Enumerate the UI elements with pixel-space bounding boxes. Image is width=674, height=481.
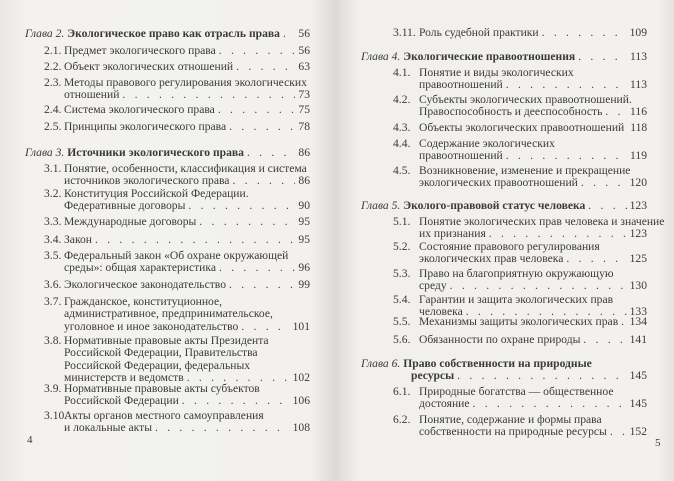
dot-leader bbox=[610, 426, 627, 438]
toc-chapter bbox=[361, 358, 647, 383]
toc-title: Нормативные правовые акты субъектов bbox=[64, 382, 260, 395]
toc-title: источников экологического права bbox=[64, 174, 230, 188]
toc-page-number: 113 bbox=[630, 50, 647, 63]
toc-page-number: 125 bbox=[629, 252, 647, 266]
section-number: 5.4. bbox=[393, 293, 411, 306]
dot-leader bbox=[122, 89, 295, 101]
dot-leader bbox=[450, 280, 627, 292]
page-number: 5 bbox=[655, 437, 661, 449]
toc-page-number: 75 bbox=[298, 103, 310, 116]
toc-title: Источники экологического права bbox=[67, 146, 244, 159]
toc-line bbox=[393, 79, 647, 91]
section-number: 4.2. bbox=[393, 93, 411, 106]
toc-line bbox=[393, 316, 647, 328]
toc-title: Эколого-правовой статус человека bbox=[403, 199, 586, 212]
toc-title: Конституция Российской Федерации. bbox=[64, 187, 249, 200]
chapter-label: Глава 5. bbox=[361, 199, 401, 212]
toc-section bbox=[393, 268, 647, 293]
toc-page-number: 141 bbox=[629, 333, 647, 346]
toc-line bbox=[44, 308, 310, 320]
dot-leader bbox=[542, 27, 627, 39]
section-number: 5.5. bbox=[393, 315, 411, 328]
toc-section bbox=[44, 234, 310, 246]
chapter-label: Глава 3. bbox=[25, 146, 65, 159]
toc-title: Экологическое право как отрасль права bbox=[67, 27, 280, 40]
toc-page-number: 86 bbox=[298, 146, 310, 159]
toc-page-number: 90 bbox=[298, 199, 310, 213]
toc-line bbox=[393, 177, 647, 189]
toc-line bbox=[393, 27, 647, 39]
chapter-label: Глава 2. bbox=[25, 27, 65, 40]
toc-title: Экологическое законодательство bbox=[64, 278, 226, 291]
dot-leader bbox=[581, 177, 627, 189]
section-number: 3.11. bbox=[393, 26, 416, 39]
toc-section bbox=[44, 61, 310, 73]
dot-leader bbox=[188, 200, 295, 212]
toc-section bbox=[393, 27, 647, 39]
toc-page-number: 134 bbox=[629, 315, 647, 328]
toc-line bbox=[44, 61, 310, 73]
toc-line bbox=[393, 253, 647, 265]
toc-title: министерств и ведомств bbox=[64, 370, 184, 384]
section-number: 4.1. bbox=[393, 66, 411, 79]
toc-line bbox=[44, 104, 310, 116]
section-number: 5.1. bbox=[393, 215, 411, 228]
dot-leader bbox=[219, 262, 295, 274]
toc-line bbox=[44, 175, 310, 187]
toc-title: собственности на природные ресурсы bbox=[419, 425, 607, 439]
dot-leader bbox=[621, 316, 626, 328]
section-number: 3.8. bbox=[44, 334, 62, 347]
toc-title: правоотношений bbox=[419, 149, 503, 163]
section-number: 3.3. bbox=[44, 215, 62, 228]
toc-title: Федеральный закон «Об охране окружающей bbox=[64, 249, 289, 262]
right-page bbox=[337, 0, 674, 481]
dot-leader bbox=[473, 398, 627, 410]
toc-title: их признания bbox=[419, 227, 486, 241]
toc-page-number: 95 bbox=[298, 215, 310, 228]
toc-page-number: 106 bbox=[292, 394, 310, 408]
toc-section bbox=[44, 188, 310, 213]
section-number: 3.2. bbox=[44, 187, 62, 200]
toc-line bbox=[361, 51, 647, 63]
toc-title: среды»: общая характеристика bbox=[64, 261, 216, 275]
chapter-label: Глава 6. bbox=[361, 357, 401, 370]
toc-page-number: 123 bbox=[629, 199, 647, 212]
toc-section bbox=[393, 138, 647, 163]
toc-line bbox=[393, 426, 647, 438]
toc-page-number: 130 bbox=[629, 279, 647, 293]
toc-section bbox=[393, 316, 647, 328]
toc-line bbox=[393, 398, 647, 410]
toc-title: Правоспособность и дееспособность bbox=[419, 105, 603, 119]
dot-leader bbox=[229, 279, 295, 291]
toc-title: ресурсы bbox=[411, 369, 455, 383]
toc-line bbox=[361, 370, 647, 382]
toc-section bbox=[44, 45, 310, 57]
dot-leader bbox=[219, 45, 296, 57]
dot-leader bbox=[155, 422, 290, 434]
toc-line bbox=[393, 228, 647, 240]
toc-section bbox=[44, 279, 310, 291]
toc-page-number: 56 bbox=[298, 27, 310, 40]
toc-title: уголовное и иное законодательство bbox=[64, 319, 239, 333]
toc-page-number: 73 bbox=[298, 88, 310, 102]
toc-page-number: 56 bbox=[298, 44, 310, 57]
toc-page-number: 109 bbox=[629, 26, 647, 39]
toc-title: правоотношений bbox=[419, 78, 503, 92]
toc-title: Механизмы защиты экологических прав bbox=[419, 315, 619, 328]
toc-title: Возникновение, изменение и прекращение bbox=[419, 164, 631, 177]
dot-leader bbox=[588, 200, 626, 212]
toc-title: Федеративные договоры bbox=[64, 199, 186, 213]
toc-page-number: 118 bbox=[630, 121, 648, 134]
toc-title: Экологические правоотношения bbox=[403, 50, 576, 63]
toc-line bbox=[393, 334, 647, 346]
toc-line bbox=[44, 395, 310, 407]
toc-chapter bbox=[361, 200, 647, 212]
toc-title: Право на благоприятную окружающую bbox=[419, 267, 614, 280]
section-number: 2.4. bbox=[44, 103, 62, 116]
toc-title: экологических прав человека bbox=[419, 252, 564, 266]
toc-line bbox=[361, 358, 647, 370]
toc-title: человека bbox=[419, 305, 463, 319]
toc-title: Российской Федерации bbox=[64, 394, 179, 408]
dot-leader bbox=[506, 79, 627, 91]
dot-leader bbox=[182, 395, 290, 407]
toc-line bbox=[25, 28, 310, 40]
toc-line bbox=[393, 106, 647, 118]
toc-section bbox=[393, 334, 647, 346]
toc-title: достояние bbox=[419, 397, 470, 411]
toc-page-number: 116 bbox=[630, 105, 647, 119]
dot-leader bbox=[232, 175, 295, 187]
toc-section bbox=[44, 335, 310, 384]
section-number: 5.2. bbox=[393, 240, 411, 253]
toc-line bbox=[44, 422, 310, 434]
toc-page-number: 120 bbox=[629, 176, 647, 190]
toc-page-number: 101 bbox=[292, 319, 310, 333]
toc-title: Предмет экологического права bbox=[64, 44, 216, 57]
dot-leader bbox=[578, 51, 627, 63]
toc-title: Понятие, содержание и формы права bbox=[419, 413, 602, 426]
dot-leader bbox=[566, 253, 626, 265]
toc-section bbox=[44, 250, 310, 275]
toc-section bbox=[393, 414, 647, 439]
page-number: 4 bbox=[27, 434, 33, 446]
toc-title: Состояние правового регулирования bbox=[419, 240, 600, 253]
toc-page-number: 102 bbox=[292, 370, 310, 384]
chapter-label: Глава 4. bbox=[361, 50, 401, 63]
dot-leader bbox=[489, 228, 627, 240]
toc-page-number: 123 bbox=[629, 227, 647, 241]
toc-page-number: 113 bbox=[630, 78, 647, 92]
toc-title: Объекты экологических правоотношений bbox=[419, 121, 625, 134]
toc-section bbox=[44, 77, 310, 102]
toc-page-number: 152 bbox=[629, 425, 647, 439]
section-number: 3.1. bbox=[44, 162, 62, 175]
toc-title: Гражданское, конституционное, bbox=[64, 295, 223, 308]
toc-section bbox=[393, 165, 647, 190]
toc-section bbox=[44, 163, 310, 188]
toc-page-number: 145 bbox=[629, 397, 647, 411]
dot-leader bbox=[241, 321, 289, 333]
toc-title: Международные договоры bbox=[64, 215, 197, 228]
section-number: 5.6. bbox=[393, 333, 411, 346]
toc-title: Объект экологических отношений bbox=[64, 60, 234, 73]
toc-page-number: 108 bbox=[292, 421, 310, 435]
toc-section bbox=[393, 215, 665, 241]
toc-section bbox=[393, 67, 647, 92]
section-number: 3.5. bbox=[44, 249, 62, 262]
toc-line bbox=[44, 121, 310, 133]
dot-leader bbox=[283, 28, 295, 40]
dot-leader bbox=[583, 334, 626, 346]
section-number: 2.1. bbox=[44, 44, 62, 57]
toc-chapter bbox=[25, 28, 310, 40]
section-number: 6.1. bbox=[393, 385, 411, 398]
toc-line bbox=[44, 234, 310, 246]
dot-leader bbox=[605, 106, 627, 118]
dot-leader bbox=[95, 234, 295, 246]
toc-section bbox=[44, 296, 310, 333]
section-number: 4.4. bbox=[393, 137, 411, 150]
toc-page-number: 99 bbox=[298, 278, 310, 291]
toc-chapter bbox=[361, 51, 647, 63]
dot-leader bbox=[229, 121, 295, 133]
toc-line bbox=[361, 200, 647, 212]
toc-title: Методы правового регулирования экологических bbox=[64, 76, 307, 89]
toc-line bbox=[393, 150, 647, 162]
toc-line bbox=[44, 262, 310, 274]
section-number: 5.3. bbox=[393, 267, 411, 280]
toc-page-number: 78 bbox=[298, 120, 310, 133]
toc-title: Гарантии и защита экологических прав bbox=[419, 293, 614, 306]
toc-title: Понятие и виды экологических bbox=[419, 66, 574, 79]
toc-section bbox=[393, 94, 647, 119]
dot-leader bbox=[218, 104, 296, 116]
toc-title: Природные богатства — общественное bbox=[419, 385, 614, 398]
toc-line bbox=[44, 279, 310, 291]
toc-section bbox=[393, 241, 647, 266]
toc-section bbox=[393, 122, 647, 134]
toc-title: Содержание экологических bbox=[419, 137, 555, 150]
toc-line bbox=[44, 321, 310, 333]
section-number: 3.10. bbox=[44, 409, 68, 422]
toc-title: Принципы экологического права bbox=[64, 120, 227, 133]
section-number: 2.5. bbox=[44, 120, 62, 133]
toc-section bbox=[393, 386, 647, 411]
section-number: 3.4. bbox=[44, 233, 62, 246]
dot-leader bbox=[506, 150, 627, 162]
toc-line bbox=[393, 280, 647, 292]
toc-page-number: 86 bbox=[298, 174, 310, 188]
toc-title: Российской Федерации, федеральных bbox=[64, 358, 251, 372]
toc-title: и локальные акты bbox=[64, 421, 152, 435]
toc-page-number: 145 bbox=[629, 369, 647, 383]
toc-section bbox=[44, 410, 310, 435]
section-number: 4.3. bbox=[393, 121, 411, 134]
toc-chapter bbox=[25, 147, 310, 159]
toc-title: отношений bbox=[64, 88, 120, 102]
toc-title: Нормативные правовые акты Президента bbox=[64, 334, 269, 347]
dot-leader bbox=[236, 61, 295, 73]
toc-page-number: 63 bbox=[298, 60, 310, 73]
section-number: 3.6. bbox=[44, 278, 62, 291]
toc-title: экологических правоотношений bbox=[419, 176, 578, 190]
toc-title: Система экологического права bbox=[64, 103, 215, 116]
toc-line bbox=[393, 122, 647, 134]
toc-section bbox=[44, 383, 310, 408]
section-number: 2.2. bbox=[44, 60, 62, 73]
section-number: 2.3. bbox=[44, 76, 62, 89]
toc-line bbox=[44, 200, 310, 212]
toc-title: Субъекты экологических правоотношений. bbox=[419, 93, 632, 106]
toc-title: Акты органов местного самоуправления bbox=[64, 409, 264, 422]
dot-leader bbox=[199, 216, 295, 228]
toc-line bbox=[44, 89, 310, 101]
section-number: 6.2. bbox=[393, 413, 411, 426]
dot-leader bbox=[457, 370, 626, 382]
toc-title: Роль судебной практики bbox=[419, 26, 539, 39]
toc-page-number: 95 bbox=[298, 233, 310, 246]
toc-section bbox=[44, 216, 310, 228]
toc-title: Российской Федерации, Правительства bbox=[64, 346, 258, 360]
toc-section bbox=[44, 104, 310, 116]
toc-title: Закон bbox=[64, 233, 92, 246]
section-number: 4.5. bbox=[393, 164, 411, 177]
toc-title: Обязанности по охране природы bbox=[419, 333, 581, 346]
toc-line bbox=[44, 216, 310, 228]
dot-leader bbox=[247, 147, 295, 159]
toc-page-number: 133 bbox=[629, 305, 647, 319]
toc-title: Понятие, особенности, классификация и система bbox=[64, 162, 307, 175]
toc-title: Понятие экологических прав человека и значение bbox=[419, 215, 665, 228]
toc-title: административное, предпринимательское, bbox=[64, 307, 273, 321]
toc-line bbox=[25, 147, 310, 159]
toc-page-number: 119 bbox=[630, 149, 647, 163]
section-number: 3.9. bbox=[44, 382, 62, 395]
toc-section bbox=[44, 121, 310, 133]
toc-title: среду bbox=[419, 279, 447, 293]
toc-page-number: 96 bbox=[298, 261, 310, 275]
toc-title: Право собственности на природные bbox=[403, 357, 592, 370]
toc-line bbox=[44, 45, 310, 57]
section-number: 3.7. bbox=[44, 295, 62, 308]
